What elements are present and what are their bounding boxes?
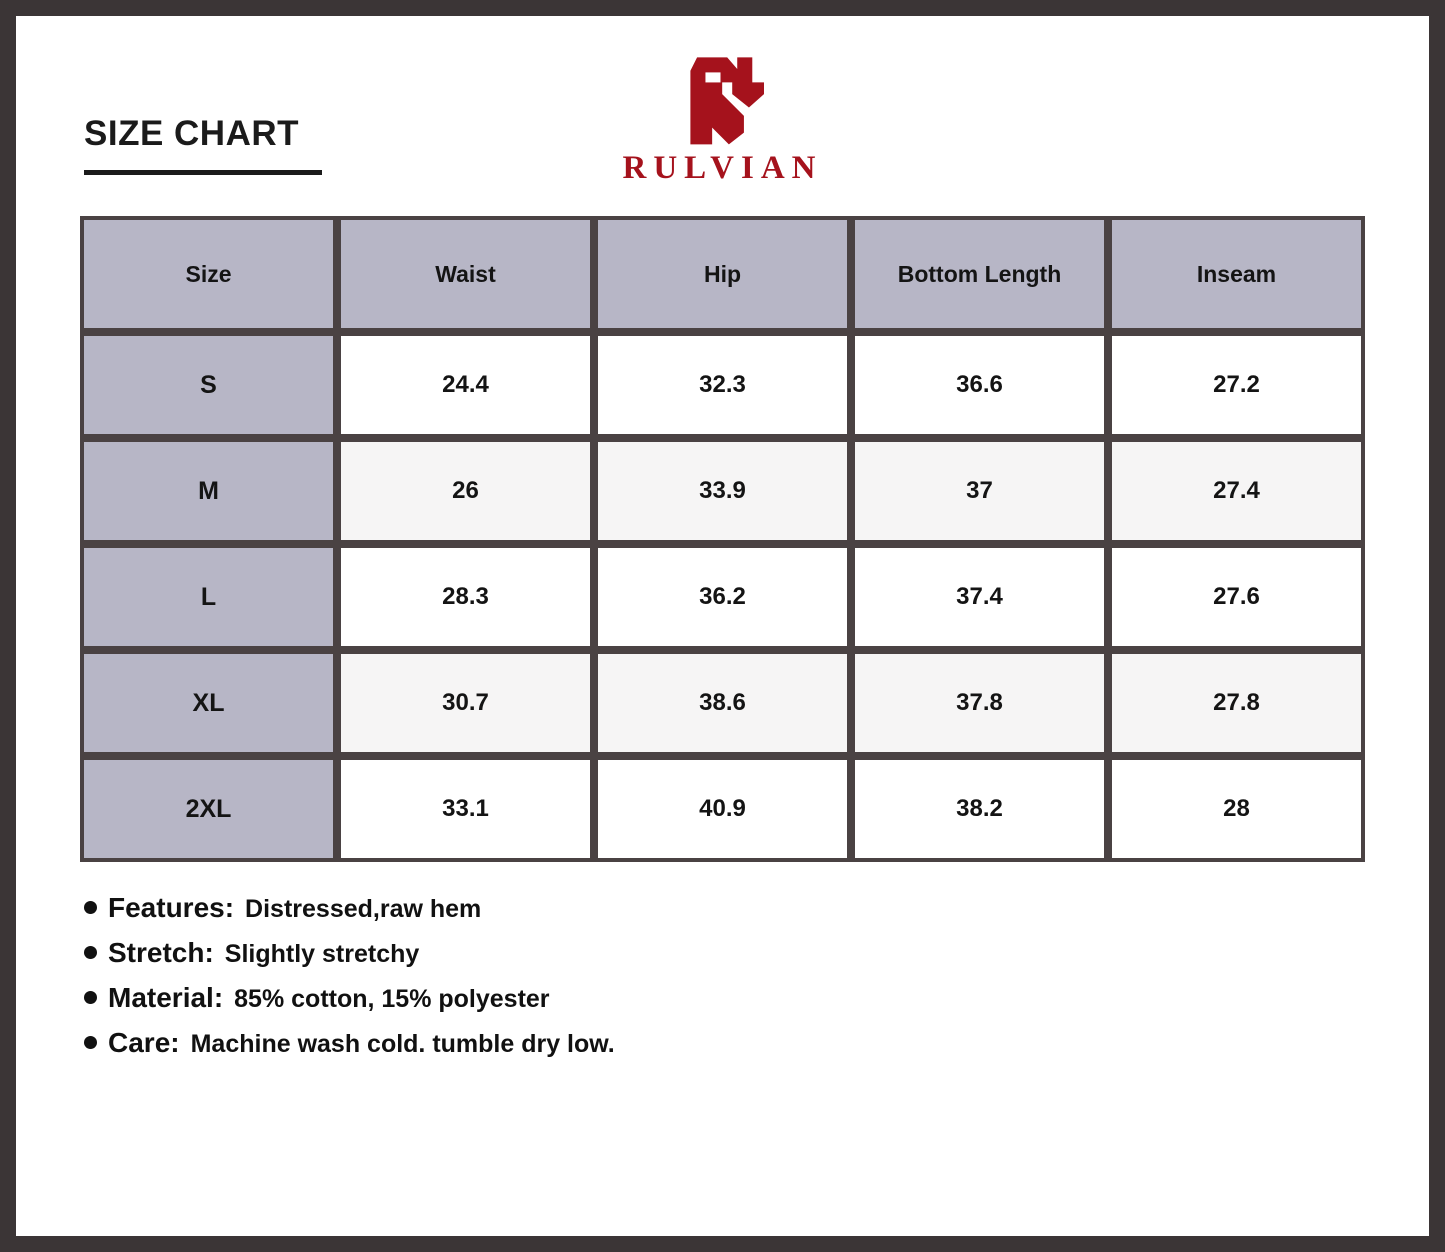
table-header-row bbox=[80, 216, 1365, 332]
title-underline bbox=[84, 170, 322, 175]
cell-hip: 40.9 bbox=[594, 756, 851, 862]
column-header-hip: Hip bbox=[594, 216, 851, 332]
cell-hip: 32.3 bbox=[594, 332, 851, 438]
cell-waist: 24.4 bbox=[337, 332, 594, 438]
bullet-icon bbox=[84, 901, 97, 914]
column-header-bottom-length: Bottom Length bbox=[851, 216, 1108, 332]
bullet-icon bbox=[84, 1036, 97, 1049]
rulvian-logo-icon bbox=[672, 54, 772, 146]
brand-lockup bbox=[523, 54, 923, 185]
cell-inseam: 27.2 bbox=[1108, 332, 1365, 438]
cell-waist: 33.1 bbox=[337, 756, 594, 862]
cell-bottom-length: 36.6 bbox=[851, 332, 1108, 438]
row-size-label: L bbox=[80, 544, 337, 650]
cell-inseam: 27.4 bbox=[1108, 438, 1365, 544]
cell-hip: 38.6 bbox=[594, 650, 851, 756]
column-header-waist: Waist bbox=[337, 216, 594, 332]
note-label: Care: bbox=[108, 1027, 180, 1058]
table-row bbox=[80, 756, 1365, 862]
title-block bbox=[84, 116, 322, 175]
cell-bottom-length: 37.8 bbox=[851, 650, 1108, 756]
cell-bottom-length: 38.2 bbox=[851, 756, 1108, 862]
note-features bbox=[84, 892, 1373, 924]
cell-waist: 26 bbox=[337, 438, 594, 544]
cell-waist: 28.3 bbox=[337, 544, 594, 650]
table-row bbox=[80, 650, 1365, 756]
cell-inseam: 27.8 bbox=[1108, 650, 1365, 756]
product-notes bbox=[84, 892, 1373, 1059]
cell-hip: 33.9 bbox=[594, 438, 851, 544]
brand-name: RULVIAN bbox=[622, 150, 823, 186]
note-value: 85% cotton, 15% polyester bbox=[234, 985, 550, 1013]
note-material bbox=[84, 982, 1373, 1014]
note-value: Machine wash cold. tumble dry low. bbox=[190, 1030, 615, 1058]
table-row bbox=[80, 544, 1365, 650]
note-care bbox=[84, 1027, 1373, 1059]
cell-hip: 36.2 bbox=[594, 544, 851, 650]
cell-bottom-length: 37 bbox=[851, 438, 1108, 544]
bullet-icon bbox=[84, 991, 97, 1004]
size-chart-table bbox=[80, 216, 1365, 862]
note-label: Material: bbox=[108, 982, 224, 1013]
row-size-label: XL bbox=[80, 650, 337, 756]
page-title: SIZE CHART bbox=[84, 114, 299, 153]
cell-bottom-length: 37.4 bbox=[851, 544, 1108, 650]
note-label: Features: bbox=[108, 892, 235, 923]
row-size-label: 2XL bbox=[80, 756, 337, 862]
table-row bbox=[80, 438, 1365, 544]
column-header-size: Size bbox=[80, 216, 337, 332]
bullet-icon bbox=[84, 946, 97, 959]
note-stretch bbox=[84, 937, 1373, 969]
cell-inseam: 27.6 bbox=[1108, 544, 1365, 650]
note-value: Distressed,raw hem bbox=[245, 895, 482, 923]
page-inner bbox=[16, 16, 1429, 1236]
table-row bbox=[80, 332, 1365, 438]
cell-waist: 30.7 bbox=[337, 650, 594, 756]
cell-inseam: 28 bbox=[1108, 756, 1365, 862]
note-value: Slightly stretchy bbox=[224, 940, 420, 968]
table-header bbox=[80, 216, 1365, 332]
table-body bbox=[80, 332, 1365, 862]
row-size-label: S bbox=[80, 332, 337, 438]
note-label: Stretch: bbox=[108, 937, 214, 968]
page-header bbox=[72, 16, 1373, 216]
row-size-label: M bbox=[80, 438, 337, 544]
column-header-inseam: Inseam bbox=[1108, 216, 1365, 332]
